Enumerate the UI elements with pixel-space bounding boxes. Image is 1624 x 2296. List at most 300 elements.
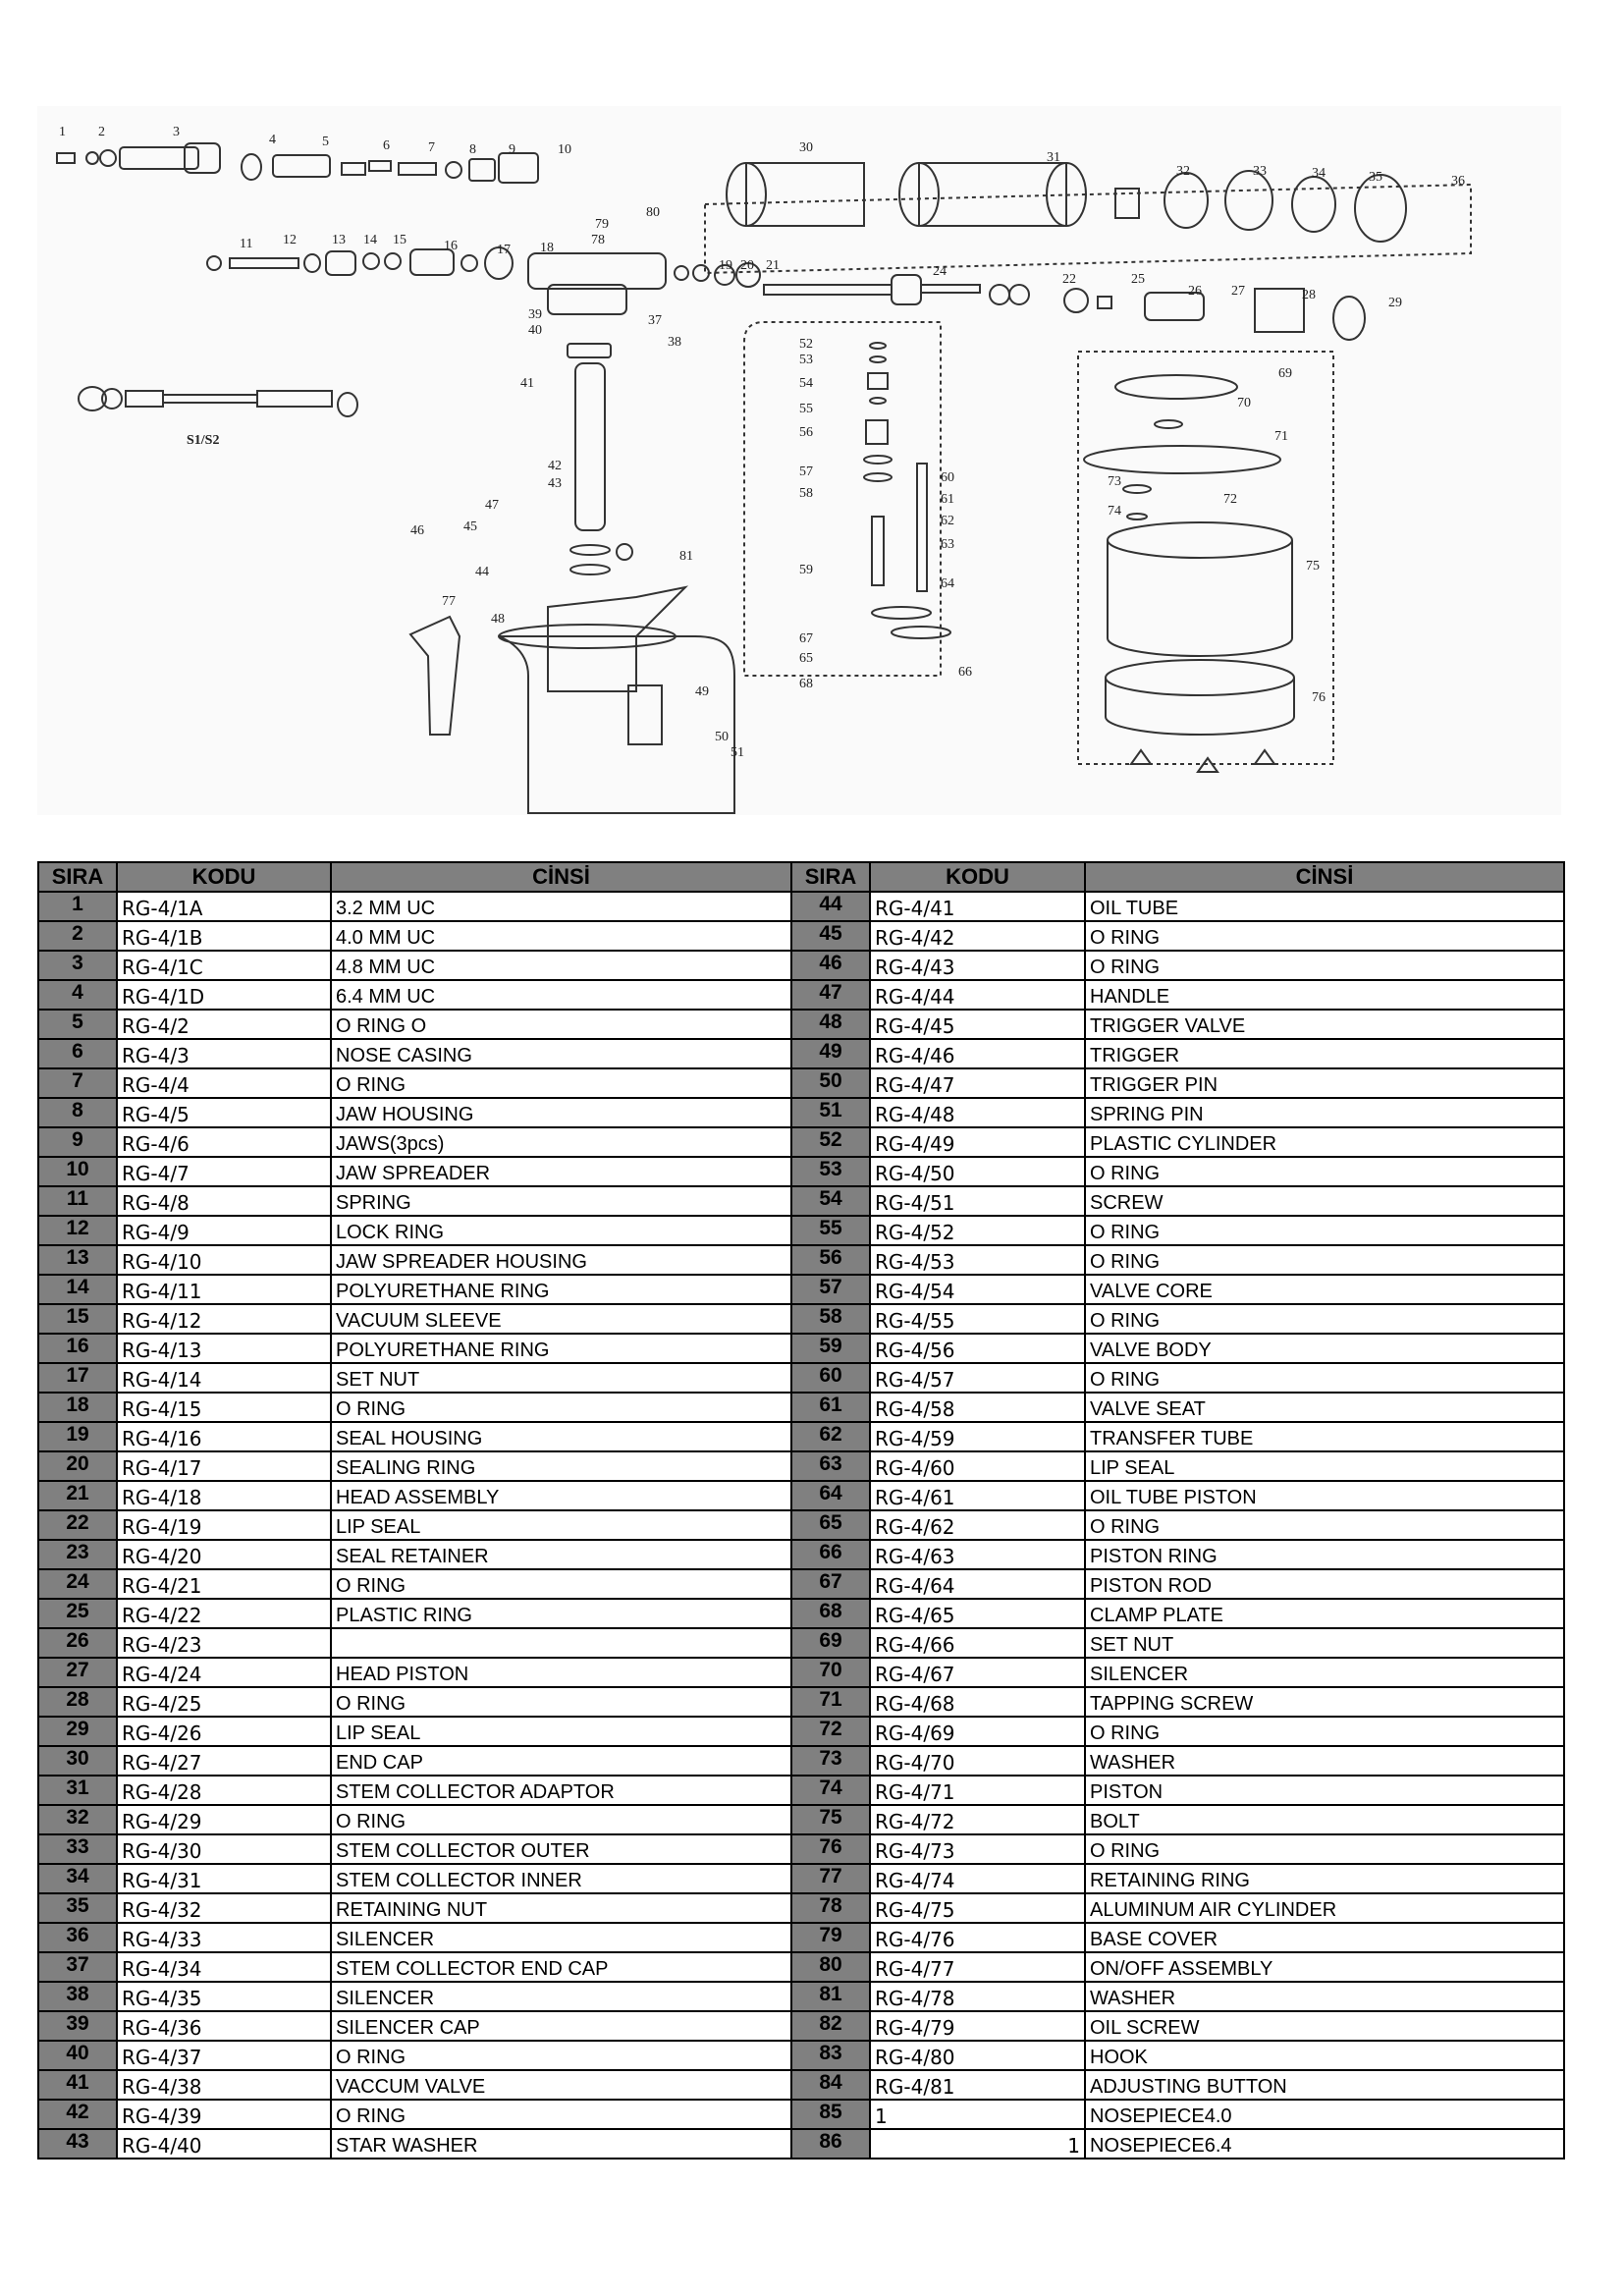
sira-cell-right: 81 [791,1982,870,2011]
cinsi-cell-right: VALVE BODY [1085,1334,1564,1363]
callout-6: 6 [383,138,390,153]
sira-cell-left: 28 [38,1687,117,1717]
kodu-cell-right: RG-4/51 [870,1186,1085,1216]
sira-cell-right: 85 [791,2100,870,2129]
cinsi-cell-right: TRIGGER [1085,1039,1564,1068]
table-row [38,1127,1564,1157]
exploded-view-diagram [37,106,1561,815]
sira-cell-right: 55 [791,1216,870,1245]
callout-49: 49 [695,684,709,699]
cinsi-cell-right: HANDLE [1085,980,1564,1010]
kodu-cell-left: RG-4/1B [117,921,331,951]
sira-cell-right: 60 [791,1363,870,1393]
kodu-cell-left: RG-4/18 [117,1481,331,1510]
kodu-cell-right: RG-4/75 [870,1893,1085,1923]
kodu-cell-left: RG-4/22 [117,1599,331,1628]
callout-5: 5 [322,135,329,149]
table-row [38,1864,1564,1893]
cinsi-cell-right: ON/OFF ASSEMBLY [1085,1952,1564,1982]
callout-48: 48 [491,612,505,627]
cinsi-cell-right: O RING [1085,1363,1564,1393]
callout-14: 14 [363,233,377,247]
sira-cell-left: 32 [38,1805,117,1834]
kodu-cell-right: RG-4/80 [870,2041,1085,2070]
kodu-cell-left: RG-4/19 [117,1510,331,1540]
callout-76: 76 [1312,690,1326,705]
callout-3: 3 [173,125,180,139]
callout-78: 78 [591,233,605,247]
kodu-cell-left: RG-4/17 [117,1451,331,1481]
callout-47: 47 [485,498,499,513]
kodu-cell-right: RG-4/78 [870,1982,1085,2011]
kodu-cell-left: RG-4/16 [117,1422,331,1451]
callout-37: 37 [648,313,662,328]
cinsi-cell-left: SET NUT [331,1363,791,1393]
cinsi-cell-right: RETAINING RING [1085,1864,1564,1893]
kodu-cell-right: RG-4/79 [870,2011,1085,2041]
cinsi-cell-right: ALUMINUM AIR CYLINDER [1085,1893,1564,1923]
kodu-cell-left: RG-4/1D [117,980,331,1010]
kodu-cell-left: RG-4/1C [117,951,331,980]
callout-36: 36 [1451,174,1465,189]
kodu-cell-left: RG-4/27 [117,1746,331,1776]
table-row [38,1334,1564,1363]
callout-38: 38 [668,335,681,350]
cinsi-cell-left: 4.8 MM UC [331,951,791,980]
callout-66: 66 [958,665,972,680]
table-row [38,1628,1564,1658]
kodu-cell-right: RG-4/72 [870,1805,1085,1834]
sira-cell-left: 43 [38,2129,117,2159]
sira-cell-right: 70 [791,1658,870,1687]
table-row [38,2129,1564,2159]
kodu-cell-right: RG-4/59 [870,1422,1085,1451]
callout-12: 12 [283,233,297,247]
callout-75: 75 [1306,559,1320,574]
kodu-cell-right: RG-4/53 [870,1245,1085,1275]
kodu-cell-left: RG-4/24 [117,1658,331,1687]
kodu-cell-right [870,2129,1085,2159]
kodu-cell-right: RG-4/54 [870,1275,1085,1304]
sira-cell-left: 21 [38,1481,117,1510]
cinsi-cell-left: VACUUM SLEEVE [331,1304,791,1334]
sira-cell-left: 17 [38,1363,117,1393]
quantity-value: 1 [875,2105,888,2128]
kodu-cell-left: RG-4/28 [117,1776,331,1805]
kodu-cell-left: RG-4/11 [117,1275,331,1304]
sira-cell-right: 73 [791,1746,870,1776]
sira-cell-left: 39 [38,2011,117,2041]
cinsi-cell-left: 4.0 MM UC [331,921,791,951]
sira-cell-right: 61 [791,1393,870,1422]
callout-2: 2 [98,125,105,139]
cinsi-cell-left: O RING [331,2100,791,2129]
sira-cell-right: 67 [791,1569,870,1599]
sira-cell-left: 16 [38,1334,117,1363]
table-row [38,1952,1564,1982]
cinsi-cell-left: PLASTIC RING [331,1599,791,1628]
kodu-cell-left: RG-4/9 [117,1216,331,1245]
callout-29: 29 [1388,296,1402,310]
callout-57: 57 [799,465,813,479]
sira-cell-left: 42 [38,2100,117,2129]
cinsi-cell-left: LIP SEAL [331,1510,791,1540]
sira-cell-right: 82 [791,2011,870,2041]
table-row [38,1569,1564,1599]
cinsi-cell-right: O RING [1085,921,1564,951]
sira-cell-right: 48 [791,1010,870,1039]
callout-44: 44 [475,565,489,579]
kodu-cell-left: RG-4/36 [117,2011,331,2041]
sira-cell-left: 8 [38,1098,117,1127]
kodu-cell-left: RG-4/7 [117,1157,331,1186]
sira-cell-right: 74 [791,1776,870,1805]
sira-cell-left: 4 [38,980,117,1010]
cinsi-cell-left: LIP SEAL [331,1717,791,1746]
sira-cell-right: 58 [791,1304,870,1334]
sira-cell-right: 49 [791,1039,870,1068]
callout-45: 45 [463,519,477,534]
sira-cell-left: 38 [38,1982,117,2011]
cinsi-cell-left: POLYURETHANE RING [331,1334,791,1363]
sira-cell-left: 19 [38,1422,117,1451]
kodu-cell-right: RG-4/57 [870,1363,1085,1393]
kodu-cell-left: RG-4/12 [117,1304,331,1334]
kodu-cell-left: RG-4/40 [117,2129,331,2159]
kodu-cell-right: RG-4/66 [870,1628,1085,1658]
cinsi-cell-left: SEAL RETAINER [331,1540,791,1569]
kodu-cell-right: RG-4/64 [870,1569,1085,1599]
cinsi-cell-left: STEM COLLECTOR ADAPTOR [331,1776,791,1805]
table-row [38,1216,1564,1245]
sira-cell-right: 77 [791,1864,870,1893]
cinsi-cell-right: SILENCER [1085,1658,1564,1687]
callout-20: 20 [740,258,754,273]
kodu-cell-right: RG-4/69 [870,1717,1085,1746]
callout-59: 59 [799,563,813,577]
callout-21: 21 [766,258,780,273]
cinsi-cell-left: O RING [331,1805,791,1834]
cinsi-cell-right: SCREW [1085,1186,1564,1216]
callout-46: 46 [410,523,424,538]
kodu-cell-left: RG-4/5 [117,1098,331,1127]
cinsi-cell-right: O RING [1085,1717,1564,1746]
sira-cell-left: 34 [38,1864,117,1893]
cinsi-cell-right: PISTON RING [1085,1540,1564,1569]
table-row [38,1422,1564,1451]
sira-cell-right: 62 [791,1422,870,1451]
callout-42: 42 [548,459,562,473]
callout-18: 18 [540,241,554,255]
callout-79: 79 [595,217,609,232]
header-cinsi-left: CİNSİ [331,862,791,892]
sira-cell-left: 13 [38,1245,117,1275]
callout-31: 31 [1047,150,1060,165]
cinsi-cell-right: ADJUSTING BUTTON [1085,2070,1564,2100]
cinsi-cell-left: SPRING [331,1186,791,1216]
table-row [38,1451,1564,1481]
cinsi-cell-right: NOSEPIECE4.0 [1085,2100,1564,2129]
cinsi-cell-right: PISTON [1085,1776,1564,1805]
kodu-cell-right: RG-4/45 [870,1010,1085,1039]
callout-80: 80 [646,205,660,220]
callout-69: 69 [1278,366,1292,381]
kodu-cell-right: RG-4/73 [870,1834,1085,1864]
cinsi-cell-left: JAWS(3pcs) [331,1127,791,1157]
sira-cell-left: 33 [38,1834,117,1864]
callout-41: 41 [520,376,534,391]
callout-19: 19 [719,258,732,273]
cinsi-cell-left: HEAD ASSEMBLY [331,1481,791,1510]
kodu-cell-right: RG-4/62 [870,1510,1085,1540]
kodu-cell-left: RG-4/30 [117,1834,331,1864]
table-row [38,1010,1564,1039]
kodu-cell-left: RG-4/2 [117,1010,331,1039]
callout-64: 64 [941,576,954,591]
cinsi-cell-right: O RING [1085,1157,1564,1186]
sira-cell-right: 79 [791,1923,870,1952]
kodu-cell-right: RG-4/63 [870,1540,1085,1569]
header-kodu-right: KODU [870,862,1085,892]
kodu-cell-right: RG-4/70 [870,1746,1085,1776]
cinsi-cell-right: VALVE SEAT [1085,1393,1564,1422]
callout-32: 32 [1176,164,1190,179]
cinsi-cell-left: NOSE CASING [331,1039,791,1068]
sira-cell-right: 53 [791,1157,870,1186]
cinsi-cell-left: POLYURETHANE RING [331,1275,791,1304]
callout-51: 51 [731,745,744,760]
kodu-cell-left: RG-4/20 [117,1540,331,1569]
sira-cell-right: 66 [791,1540,870,1569]
sira-cell-left: 31 [38,1776,117,1805]
callout-34: 34 [1312,166,1326,181]
kodu-cell-right: RG-4/65 [870,1599,1085,1628]
kodu-cell-right: RG-4/55 [870,1304,1085,1334]
cinsi-cell-left: O RING [331,1569,791,1599]
sira-cell-left: 18 [38,1393,117,1422]
callout-67: 67 [799,631,813,646]
sira-cell-left: 10 [38,1157,117,1186]
kodu-cell-left: RG-4/10 [117,1245,331,1275]
callout-24: 24 [933,264,947,279]
kodu-cell-left: RG-4/33 [117,1923,331,1952]
callout-81: 81 [679,549,693,564]
callout-73: 73 [1108,474,1121,489]
cinsi-cell-left: JAW SPREADER HOUSING [331,1245,791,1275]
kodu-cell-right: RG-4/52 [870,1216,1085,1245]
table-row [38,1186,1564,1216]
sira-cell-right: 69 [791,1628,870,1658]
kodu-cell-left: RG-4/1A [117,892,331,921]
table-row [38,1393,1564,1422]
table-row [38,2011,1564,2041]
sira-cell-left: 12 [38,1216,117,1245]
kodu-cell-right: RG-4/77 [870,1952,1085,1982]
kodu-cell-right: RG-4/56 [870,1334,1085,1363]
table-row [38,1245,1564,1275]
sira-cell-right: 63 [791,1451,870,1481]
table-row [38,1893,1564,1923]
sira-cell-right: 50 [791,1068,870,1098]
kodu-cell-left: RG-4/8 [117,1186,331,1216]
callout-52: 52 [799,337,813,352]
cinsi-cell-right: NOSEPIECE6.4 [1085,2129,1564,2159]
sira-cell-left: 9 [38,1127,117,1157]
sira-cell-left: 29 [38,1717,117,1746]
cinsi-cell-right: TRANSFER TUBE [1085,1422,1564,1451]
cinsi-cell-right: LIP SEAL [1085,1451,1564,1481]
cinsi-cell-left: STEM COLLECTOR END CAP [331,1952,791,1982]
cinsi-cell-right: VALVE CORE [1085,1275,1564,1304]
callout-56: 56 [799,425,813,440]
sira-cell-left: 23 [38,1540,117,1569]
sira-cell-right: 59 [791,1334,870,1363]
sira-cell-right: 86 [791,2129,870,2159]
sira-cell-right: 68 [791,1599,870,1628]
cinsi-cell-right: PLASTIC CYLINDER [1085,1127,1564,1157]
sira-cell-left: 2 [38,921,117,951]
cinsi-cell-left: STAR WASHER [331,2129,791,2159]
kodu-cell-right: RG-4/76 [870,1923,1085,1952]
cinsi-cell-right: O RING [1085,1304,1564,1334]
quantity-value: 1 [1067,2134,1080,2158]
table-row [38,921,1564,951]
sira-cell-right: 83 [791,2041,870,2070]
sira-cell-right: 84 [791,2070,870,2100]
cinsi-cell-left: O RING [331,1687,791,1717]
sira-cell-left: 1 [38,892,117,921]
cinsi-cell-right: OIL SCREW [1085,2011,1564,2041]
kodu-cell-right: RG-4/58 [870,1393,1085,1422]
cinsi-cell-right: BOLT [1085,1805,1564,1834]
cinsi-cell-right: O RING [1085,1834,1564,1864]
sira-cell-right: 72 [791,1717,870,1746]
cinsi-cell-right: O RING [1085,1216,1564,1245]
cinsi-cell-left: SILENCER [331,1923,791,1952]
table-row [38,1481,1564,1510]
callout-10: 10 [558,142,571,157]
kodu-cell-right: RG-4/44 [870,980,1085,1010]
table-row [38,1717,1564,1746]
table-row [38,892,1564,921]
cinsi-cell-left: O RING [331,2041,791,2070]
table-row [38,1982,1564,2011]
table-row [38,1068,1564,1098]
cinsi-cell-right: O RING [1085,951,1564,980]
table-row [38,1098,1564,1127]
table-row [38,1776,1564,1805]
callout-17: 17 [497,243,511,257]
sira-cell-right: 51 [791,1098,870,1127]
kodu-cell-left: RG-4/35 [117,1982,331,2011]
callout-53: 53 [799,353,813,367]
table-row [38,1923,1564,1952]
kodu-cell-left: RG-4/25 [117,1687,331,1717]
callout-13: 13 [332,233,346,247]
callout-61: 61 [941,492,954,507]
callout-1: 1 [59,125,66,139]
kodu-cell-right [870,2100,1085,2129]
callout-50: 50 [715,730,729,744]
table-row [38,1363,1564,1393]
cinsi-cell-left: STEM COLLECTOR OUTER [331,1834,791,1864]
kodu-cell-right: RG-4/68 [870,1687,1085,1717]
sira-cell-right: 44 [791,892,870,921]
callout-39: 39 [528,307,542,322]
callout-16: 16 [444,239,458,253]
sira-cell-left: 27 [38,1658,117,1687]
cinsi-cell-left: 3.2 MM UC [331,892,791,921]
table-row [38,1746,1564,1776]
callout-58: 58 [799,486,813,501]
callout-28: 28 [1302,288,1316,302]
cinsi-cell-left: O RING O [331,1010,791,1039]
callout-35: 35 [1369,170,1382,185]
cinsi-cell-right: TAPPING SCREW [1085,1687,1564,1717]
callout-8: 8 [469,142,476,157]
kodu-cell-right: RG-4/50 [870,1157,1085,1186]
cinsi-cell-right: TRIGGER VALVE [1085,1010,1564,1039]
cinsi-cell-left: O RING [331,1068,791,1098]
kodu-cell-right: RG-4/41 [870,892,1085,921]
sira-cell-left: 20 [38,1451,117,1481]
table-row [38,980,1564,1010]
table-row [38,1304,1564,1334]
cinsi-cell-left: HEAD PISTON [331,1658,791,1687]
kodu-cell-left: RG-4/37 [117,2041,331,2070]
kodu-cell-right: RG-4/60 [870,1451,1085,1481]
sira-cell-left: 7 [38,1068,117,1098]
sira-cell-left: 36 [38,1923,117,1952]
sira-cell-left: 41 [38,2070,117,2100]
kodu-cell-left: RG-4/39 [117,2100,331,2129]
cinsi-cell-left [331,1628,791,1658]
sira-cell-left: 6 [38,1039,117,1068]
sira-cell-right: 54 [791,1186,870,1216]
callout-7: 7 [428,140,435,155]
sira-cell-right: 45 [791,921,870,951]
callout-22: 22 [1062,272,1076,287]
cinsi-cell-right: PISTON ROD [1085,1569,1564,1599]
cinsi-cell-right: OIL TUBE [1085,892,1564,921]
header-cinsi-right: CİNSİ [1085,862,1564,892]
callout-55: 55 [799,402,813,416]
sira-cell-right: 78 [791,1893,870,1923]
callout-70: 70 [1237,396,1251,410]
callout-77: 77 [442,594,456,609]
cinsi-cell-left: SILENCER [331,1982,791,2011]
cinsi-cell-left: RETAINING NUT [331,1893,791,1923]
callout-43: 43 [548,476,562,491]
kodu-cell-right: RG-4/46 [870,1039,1085,1068]
kodu-cell-left: RG-4/6 [117,1127,331,1157]
callout-11: 11 [240,237,253,251]
cinsi-cell-left: LOCK RING [331,1216,791,1245]
header-sira-right: SIRA [791,862,870,892]
cinsi-cell-left: SILENCER CAP [331,2011,791,2041]
callout-33: 33 [1253,164,1267,179]
sira-cell-left: 15 [38,1304,117,1334]
table-row [38,1687,1564,1717]
cinsi-cell-left: 6.4 MM UC [331,980,791,1010]
table-row [38,1805,1564,1834]
sira-cell-left: 11 [38,1186,117,1216]
sira-cell-left: 40 [38,2041,117,2070]
sira-cell-left: 26 [38,1628,117,1658]
header-row [38,862,1564,892]
callout-74: 74 [1108,504,1121,519]
sira-cell-left: 35 [38,1893,117,1923]
